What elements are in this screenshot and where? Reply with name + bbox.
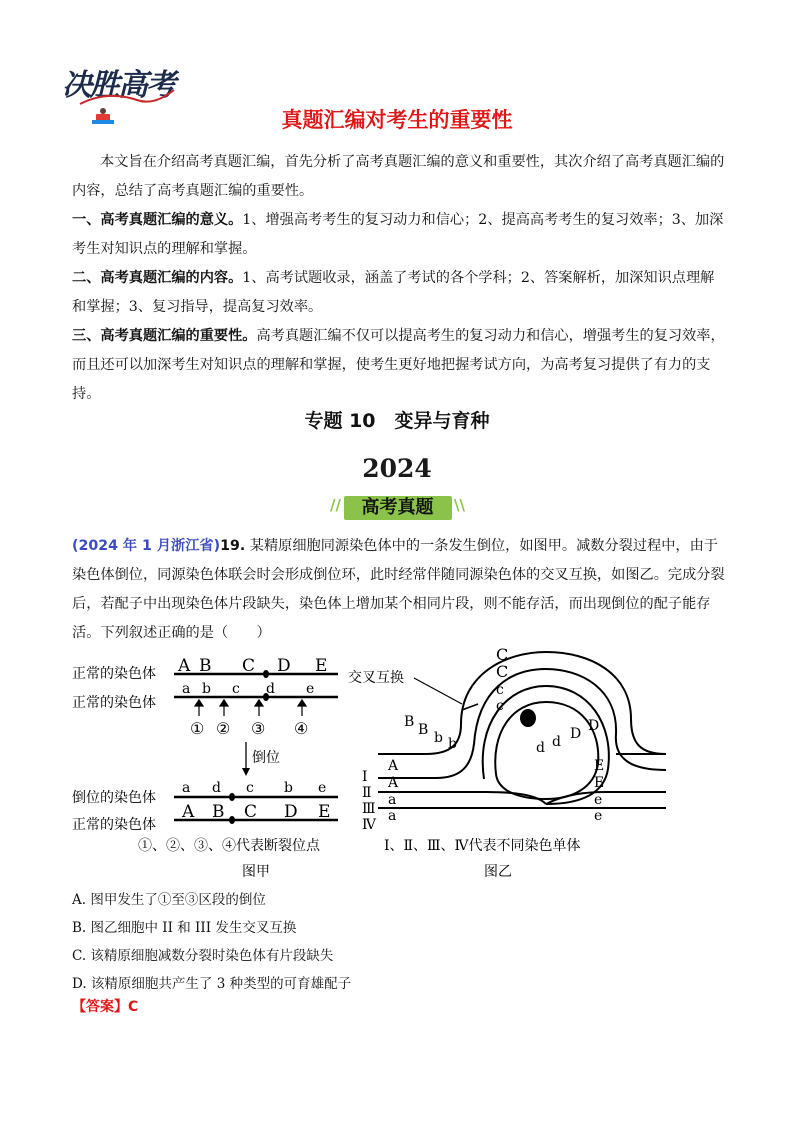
figure-b-caption: 图乙	[484, 864, 512, 880]
gene-normal-bottom: B	[212, 802, 225, 822]
gene-right-arc: d	[536, 740, 545, 756]
gene-right: E	[594, 775, 605, 791]
breakpoint-marker: ②	[216, 719, 231, 738]
answer-value: C	[128, 999, 139, 1015]
exam-banner	[330, 492, 465, 522]
label-normal-3: 正常的染色体	[72, 817, 156, 833]
gene-top: c	[496, 682, 504, 698]
gene-lower: e	[306, 681, 315, 697]
section-text: 高考真题汇编不仅可以提高考生的复习动力和信心，增强考生的复习效率，而且还可以加深考生对知识点的理解和掌握，使考生更好地把握考试方向，为高考复习提供了有力的支持。	[72, 328, 725, 402]
gene-lower: a	[182, 681, 191, 697]
intro-paragraph: 本文旨在介绍高考真题汇编，首先分析了高考真题汇编的意义和重要性，其次介绍了高考真题汇编的内容，总结了高考真题汇编的重要性。	[72, 154, 725, 199]
gene-upper: C	[242, 656, 256, 676]
brand-logo-text: 决胜高考	[62, 68, 174, 103]
breakpoint-marker: ①	[190, 719, 205, 738]
gene-upper: D	[277, 656, 291, 676]
gene-upper: A	[178, 656, 191, 676]
gene-left: A	[388, 758, 399, 774]
gene-normal-bottom: D	[284, 802, 298, 822]
option-d[interactable]: D. 该精原细胞共产生了 3 种类型的可育雄配子	[72, 976, 352, 992]
banner-label: 高考真题	[361, 497, 434, 518]
banner-left-slash: //	[330, 496, 341, 514]
gene-left: a	[388, 792, 397, 808]
gene-upper: B	[199, 656, 212, 676]
question-source: (2024 年 1 月浙江省)	[72, 538, 221, 554]
option-c[interactable]: C. 该精原细胞减数分裂时染色体有片段缺失	[72, 948, 334, 964]
breakpoint-marker: ④	[294, 719, 309, 738]
label-inverted: 倒位的染色体	[72, 790, 156, 806]
gene-top: c	[496, 698, 504, 714]
section-heading: 二、高考真题汇编的内容。	[72, 270, 243, 286]
gene-inverted: b	[284, 780, 293, 796]
significance-paragraph	[72, 206, 727, 264]
question-text	[72, 532, 732, 648]
gene-right-arc: D	[588, 718, 600, 734]
gene-normal-bottom: E	[318, 802, 331, 822]
chromatid-III	[378, 792, 666, 804]
question-body: 某精原细胞同源染色体中的一条发生倒位，如图甲。减数分裂过程中，由于染色体倒位，同源染色体联会时会形成倒位环，此时经常伴随同源染色体的交叉互换，如图乙。完成分裂后，若配子中出现染色体片段缺失，染色体上增加某个相同片段，则不能存活，而出现倒位的配子能存活。下列叙述正确的是（ ）	[72, 538, 725, 641]
section-text: 1、高考试题收录，涵盖了考试的各个学科；2、答案解析，加深知识点理解和掌握；3、复习指导，提高复习效率。	[72, 270, 715, 315]
gene-left: A	[388, 775, 399, 791]
gene-inverted: a	[182, 780, 191, 796]
centromere-upper	[263, 670, 269, 678]
figure-a-caption: 图甲	[242, 864, 270, 880]
year-heading: 2024	[362, 454, 432, 483]
gene-inverted: c	[246, 780, 254, 796]
roman-label: Ⅱ	[362, 785, 372, 801]
gene-left-arc: B	[404, 714, 415, 730]
option-a[interactable]: A. 图甲发生了①至③区段的倒位	[72, 892, 266, 908]
crossover-label: 交叉互换	[348, 670, 404, 686]
gene-lower: b	[202, 681, 211, 697]
section-heading: 一、高考真题汇编的意义。	[72, 212, 243, 228]
banner-right-slash: \\	[454, 496, 465, 514]
gene-top: C	[496, 662, 509, 681]
gene-left: a	[388, 808, 397, 824]
label-normal-1: 正常的染色体	[72, 666, 156, 682]
gene-right-arc: d	[552, 734, 561, 750]
importance-paragraph	[72, 322, 727, 409]
topic-heading: 专题 10 变异与育种	[304, 410, 490, 432]
section-heading: 三、高考真题汇编的重要性。	[72, 328, 257, 344]
roman-label: Ⅳ	[362, 817, 376, 833]
roman-label: Ⅰ	[362, 769, 368, 785]
gene-left-arc: b	[448, 736, 457, 752]
gene-right: e	[594, 808, 603, 824]
section-text: 1、增强高考考生的复习动力和信心；2、提高高考考生的复习效率；3、加深考生对知识点的理解和掌握。	[72, 212, 724, 257]
chromatid-I	[378, 652, 666, 754]
gene-normal-bottom: C	[244, 802, 258, 822]
gene-normal-bottom: A	[182, 802, 195, 822]
gene-left-arc: b	[434, 730, 443, 746]
label-normal-2: 正常的染色体	[72, 695, 156, 711]
page-title: 真题汇编对考生的重要性	[281, 108, 513, 132]
gene-top: C	[496, 645, 509, 664]
gene-inverted: e	[318, 780, 327, 796]
roman-label: Ⅲ	[362, 801, 376, 817]
answer-label: 【答案】	[72, 999, 128, 1015]
inner-loop	[495, 702, 598, 799]
gene-lower: c	[232, 681, 240, 697]
answer-line	[72, 996, 138, 1016]
gene-lower: d	[266, 681, 275, 697]
content-paragraph	[72, 264, 727, 322]
gene-right: e	[594, 792, 603, 808]
gene-upper: E	[315, 656, 328, 676]
inversion-label: 倒位	[252, 750, 280, 766]
figure-a-legend: ①、②、③、④代表断裂位点	[138, 838, 320, 854]
answer-options	[72, 886, 722, 998]
gene-left-arc: B	[418, 722, 429, 738]
question-19	[72, 532, 732, 648]
gene-right: E	[594, 758, 605, 774]
option-b[interactable]: B. 图乙细胞中 II 和 III 发生交叉互换	[72, 920, 297, 936]
chromosome-figure	[66, 644, 736, 884]
question-number: 19.	[220, 538, 246, 554]
gene-right-arc: D	[570, 726, 582, 742]
intro-section	[72, 148, 727, 409]
centromere-b	[520, 709, 536, 727]
gene-inverted: d	[212, 780, 221, 796]
figure-a	[72, 656, 338, 880]
figure-b-legend: Ⅰ、Ⅱ、Ⅲ、Ⅳ代表不同染色单体	[384, 838, 581, 854]
breakpoint-marker: ③	[251, 719, 266, 738]
